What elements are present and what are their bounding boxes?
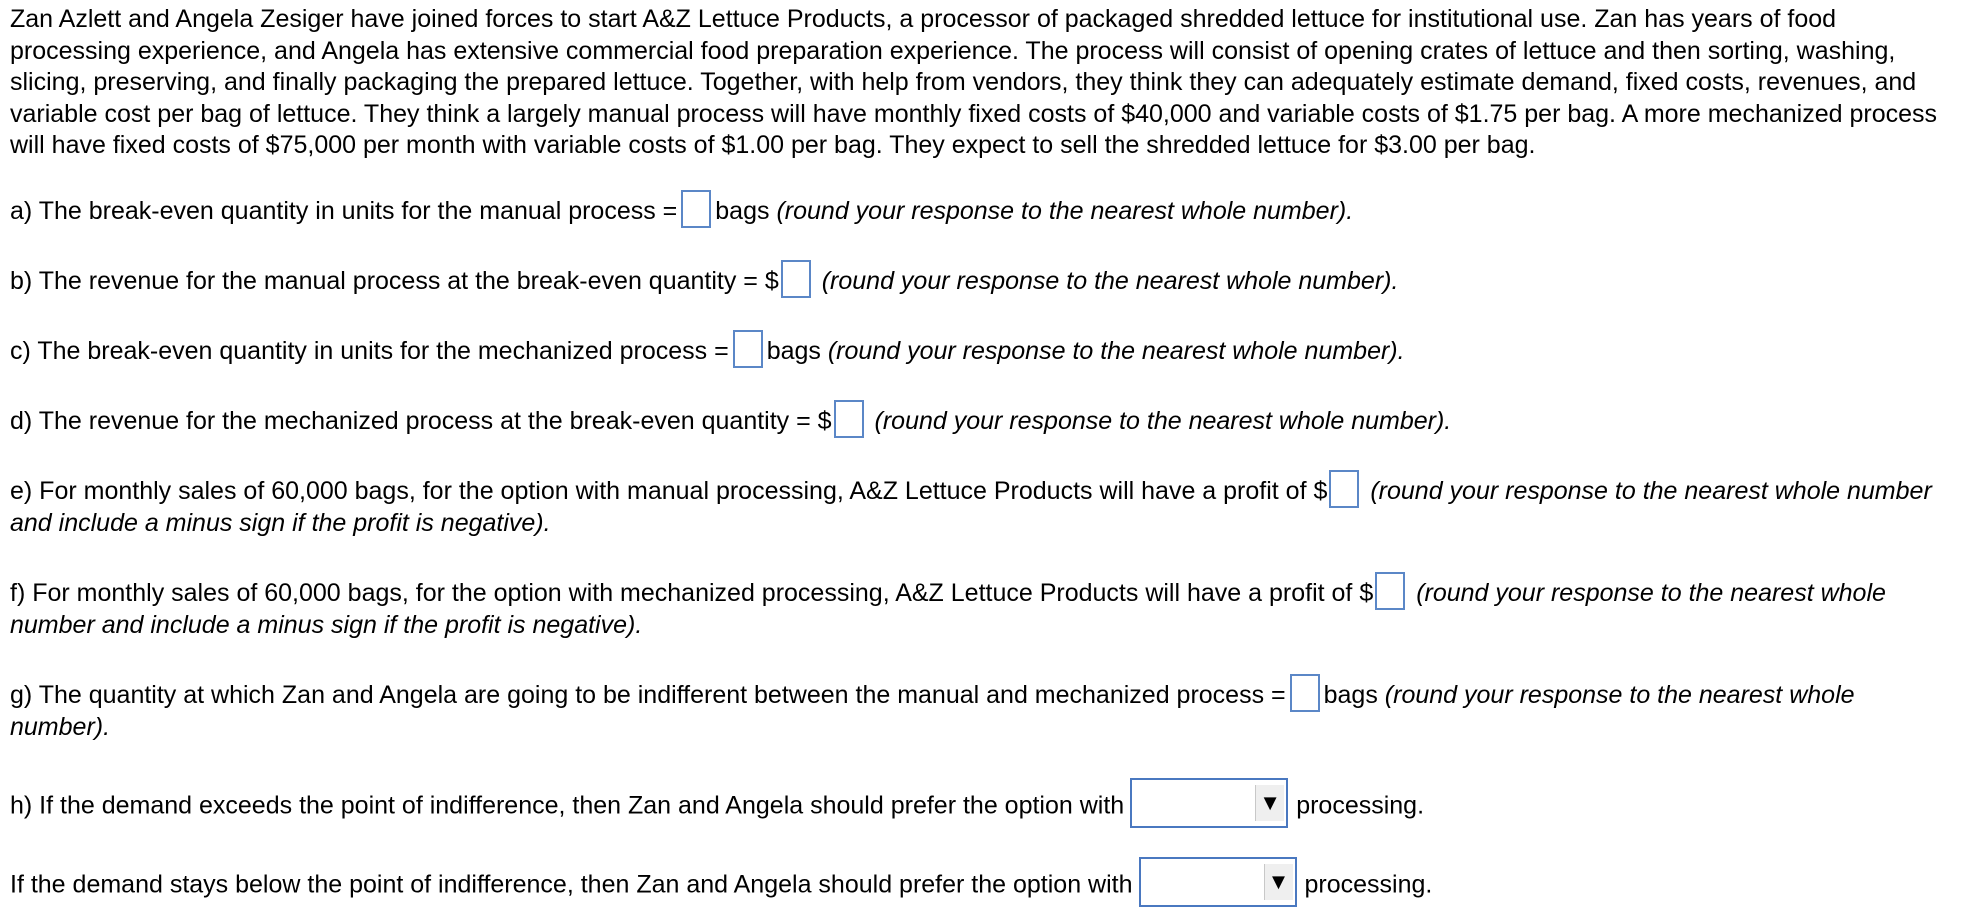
question-d-text: d) The revenue for the mechanized process at the break-even quantity = $ (10, 407, 832, 435)
question-f-text: f) For monthly sales of 60,000 bags, for the option with mechanized processing, A&Z Lettuce Products will have a profit of $ (10, 579, 1374, 607)
triangle-down-icon[interactable]: ▼ (1264, 864, 1293, 900)
question-a-unit: bags (715, 197, 770, 225)
problem-statement: Zan Azlett and Angela Zesiger have joined forces to start A&Z Lettuce Products, a processor of packaged shredded lettuce for institutional use. Zan has years of food processing experience, and Angela has extensive commercial food preparation experience. The process will consist of opening crates of lettuce and then sorting, washing, slicing, preserving, and finally packaging the prepared lettuce. Together, with help from vendors, they think they can adequately estimate demand, fixed costs, revenues, and variable cost per bag of lettuce. They think a largely manual process will have monthly fixed costs of $40,000 and variable costs of $1.75 per bag. A more mechanized process will have fixed costs of $75,000 per month with variable costs of $1.00 per bag. They expect to sell the shredded lettuce for $3.00 per bag. (10, 5, 1938, 159)
question-c-unit: bags (766, 337, 821, 365)
question-d-note: (round your response to the nearest whole number). (874, 407, 1452, 435)
answer-h1-dropdown[interactable] (1130, 778, 1288, 828)
question-h1 (10, 786, 1950, 828)
question-b-note: (round your response to the nearest whole number). (821, 267, 1399, 295)
answer-d-input[interactable] (834, 400, 864, 438)
question-h1-unit: processing. (1296, 791, 1425, 820)
question-e-text: e) For monthly sales of 60,000 bags, for the option with manual processing, A&Z Lettuce Products will have a profit of $ (10, 477, 1328, 505)
question-g-note: (round your response to the nearest whole number). (10, 681, 1855, 742)
question-e-note: (round your response to the nearest whole number and include a minus sign if the profit is negative). (10, 477, 1932, 538)
question-c (10, 336, 1950, 368)
answer-b-input[interactable] (781, 260, 811, 298)
question-e (10, 476, 1950, 540)
question-f-note: (round your response to the nearest whole number and include a minus sign if the profit is negative). (10, 579, 1886, 640)
question-c-note: (round your response to the nearest whole number). (827, 337, 1405, 365)
question-b (10, 266, 1950, 298)
answer-h2-dropdown[interactable] (1139, 857, 1297, 907)
question-h2-text: If the demand stays below the point of indifference, then Zan and Angela should prefer the option with (10, 870, 1133, 899)
answer-f-input[interactable] (1375, 572, 1405, 610)
question-g-text: g) The quantity at which Zan and Angela are going to be indifferent between the manual and mechanized process = (10, 681, 1286, 709)
answer-g-input[interactable] (1290, 674, 1320, 712)
question-a-note: (round your response to the nearest whole number). (776, 197, 1354, 225)
question-d (10, 406, 1950, 438)
question-h2-unit: processing. (1304, 870, 1433, 899)
question-a (10, 196, 1950, 228)
question-g-unit: bags (1323, 681, 1378, 709)
answer-e-input[interactable] (1329, 470, 1359, 508)
question-g (10, 680, 1950, 744)
question-h2 (10, 865, 1950, 907)
question-h1-text: h) If the demand exceeds the point of indifference, then Zan and Angela should prefer the option with (10, 791, 1125, 820)
question-a-text: a) The break-even quantity in units for the manual process = (10, 197, 678, 225)
answer-a-input[interactable] (681, 190, 711, 228)
triangle-down-icon[interactable]: ▼ (1255, 785, 1284, 821)
question-f (10, 578, 1950, 642)
question-c-text: c) The break-even quantity in units for the mechanized process = (10, 337, 729, 365)
question-b-text: b) The revenue for the manual process at the break-even quantity = $ (10, 267, 779, 295)
answer-c-input[interactable] (733, 330, 763, 368)
